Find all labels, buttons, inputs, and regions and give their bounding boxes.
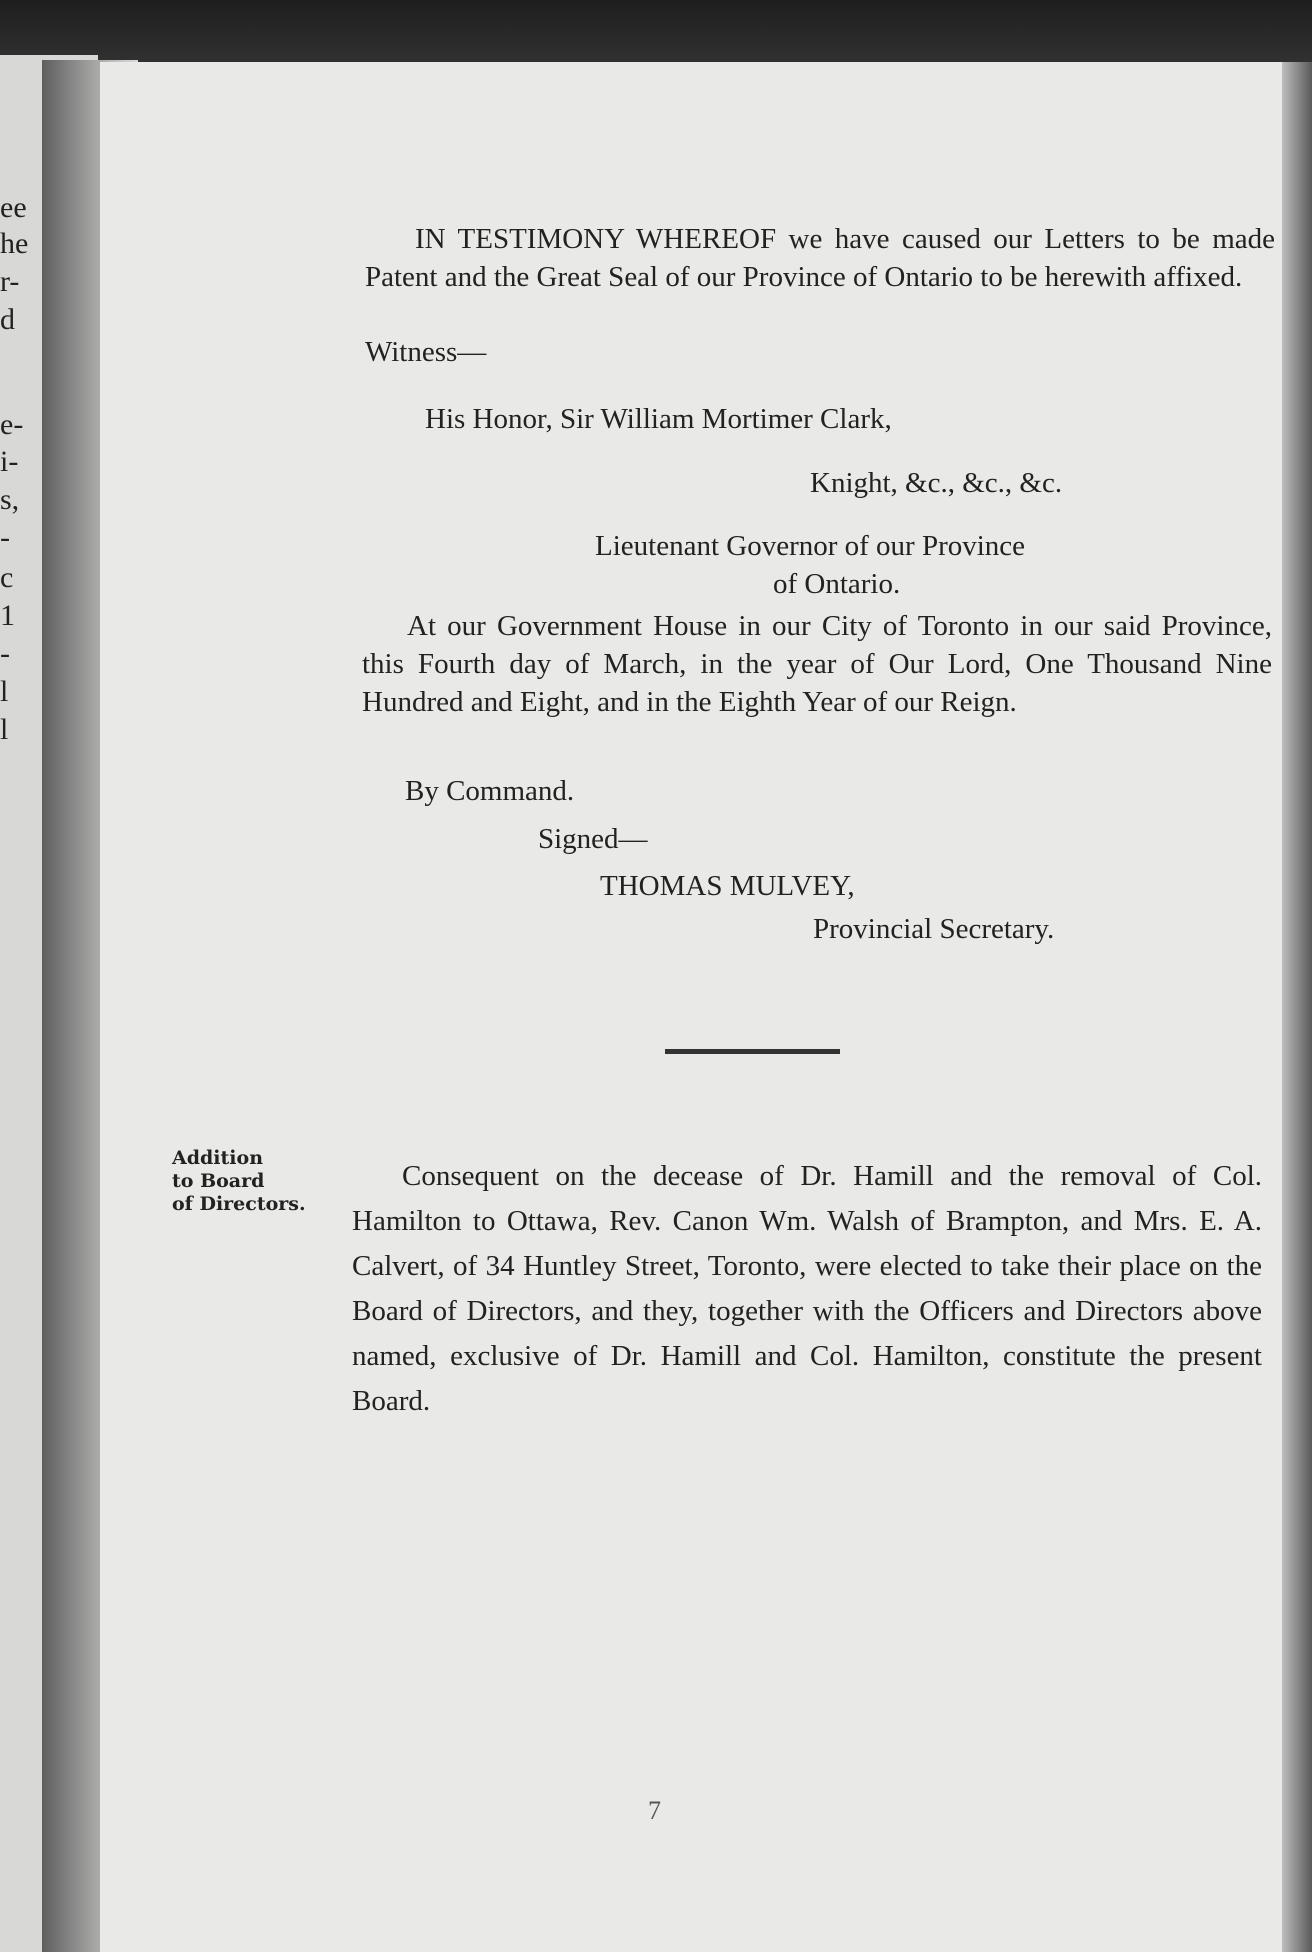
government-house-paragraph: At our Government House in our City of Toronto in our said Province, this Fourth day of March, in the year of Our Lord, One Thousand Nine Hundred and Eight, and in the Eighth Year of our Reign. xyxy=(362,610,1272,718)
facing-page-fragment: c xyxy=(0,561,14,594)
signatory-name: THOMAS MULVEY, xyxy=(600,870,855,902)
document-page xyxy=(100,62,1282,1952)
testimony-paragraph: IN TESTIMONY WHEREOF we have caused our Letters to be made Patent and the Great Seal of our Province of Ontario to be herewith affixed. xyxy=(365,223,1275,293)
facing-page-fragment: 1 xyxy=(0,599,15,632)
section-divider xyxy=(665,1049,840,1054)
facing-page-fragment: he xyxy=(0,227,29,260)
facing-page-fragment: l xyxy=(0,675,9,708)
margin-note-line: of Directors. xyxy=(172,1193,306,1215)
facing-page-fragment: i- xyxy=(0,445,19,478)
knight-line: Knight, &c., &c., &c. xyxy=(810,467,1063,499)
lt-governor-line: Lieutenant Governor of our Province xyxy=(595,530,1026,562)
witness-label: Witness— xyxy=(365,336,487,368)
signed-label: Signed— xyxy=(538,823,648,855)
facing-page-fragment: - xyxy=(0,521,10,554)
page-edge-shadow xyxy=(1282,62,1312,1952)
facing-page-fragment: s, xyxy=(0,483,20,516)
margin-note-line: to Board xyxy=(172,1170,265,1192)
scanner-background xyxy=(0,0,1312,70)
signatory-title: Provincial Secretary. xyxy=(813,913,1055,945)
facing-page-fragment: - xyxy=(0,637,10,670)
facing-page-fragment: ee xyxy=(0,191,27,224)
page-mark: 7 xyxy=(648,1796,661,1825)
by-command: By Command. xyxy=(405,775,575,807)
facing-page-fragment: e- xyxy=(0,408,24,441)
margin-note-line: Addition xyxy=(172,1147,264,1169)
addition-paragraph: Consequent on the decease of Dr. Hamill and the removal of Col. Hamilton to Ottawa, Rev. Canon Wm. Walsh of Brampton, and Mrs. E. A. Calvert, of 34 Huntley Street, Toronto, were elected to take their place on the Board of Directors, and they, together with the Officers and Directors above named, exclusive of Dr. Hamill and Col. Hamilton, constitute the present Board. xyxy=(352,1160,1262,1417)
facing-page-fragment: d xyxy=(0,303,15,336)
lt-governor-line-continued: of Ontario. xyxy=(773,568,901,600)
margin-note xyxy=(172,1147,332,1216)
facing-page-fragment: l xyxy=(0,713,9,746)
honor-line: His Honor, Sir William Mortimer Clark, xyxy=(425,403,892,435)
facing-page-fragment: r- xyxy=(0,265,20,298)
